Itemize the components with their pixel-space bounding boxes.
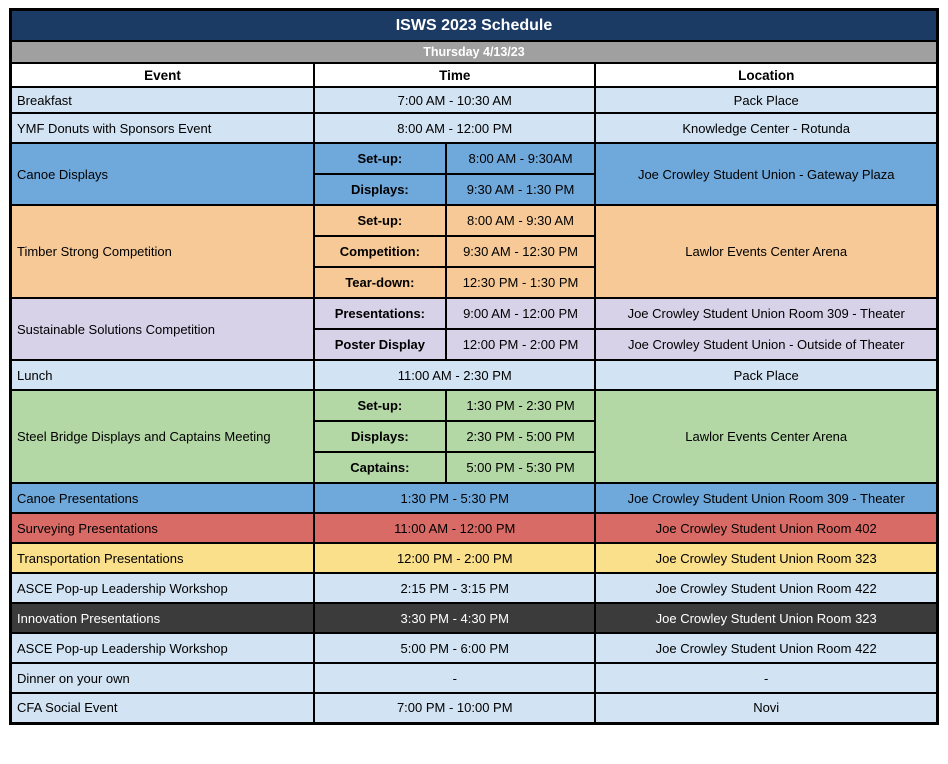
time-cell: 1:30 PM - 5:30 PM bbox=[314, 483, 595, 513]
table-row bbox=[11, 87, 938, 113]
table-row bbox=[11, 483, 938, 513]
table-row bbox=[11, 603, 938, 633]
location-cell: Pack Place bbox=[595, 87, 937, 113]
column-header-time: Time bbox=[314, 63, 595, 87]
subrow-time-cell: 8:00 AM - 9:30AM bbox=[446, 143, 596, 174]
subrow-time-cell: 9:30 AM - 1:30 PM bbox=[446, 174, 596, 205]
event-cell: Timber Strong Competition bbox=[11, 205, 315, 298]
subrow-time-cell: 2:30 PM - 5:00 PM bbox=[446, 421, 596, 452]
table-row bbox=[11, 360, 938, 390]
event-cell: Surveying Presentations bbox=[11, 513, 315, 543]
event-cell: ASCE Pop-up Leadership Workshop bbox=[11, 573, 315, 603]
event-cell: Canoe Displays bbox=[11, 143, 315, 205]
table-row bbox=[11, 693, 938, 723]
table-row bbox=[11, 298, 938, 329]
location-cell: Novi bbox=[595, 693, 937, 723]
subrow-time-cell: 8:00 AM - 9:30 AM bbox=[446, 205, 596, 236]
location-cell: Joe Crowley Student Union Room 422 bbox=[595, 573, 937, 603]
subrow-time-cell: 12:00 PM - 2:00 PM bbox=[446, 329, 596, 360]
location-cell: Joe Crowley Student Union Room 402 bbox=[595, 513, 937, 543]
day-subtitle: Thursday 4/13/23 bbox=[11, 41, 938, 63]
location-cell: Joe Crowley Student Union - Outside of Theater bbox=[595, 329, 937, 360]
location-cell: Joe Crowley Student Union - Gateway Plaza bbox=[595, 143, 937, 205]
subrow-time-cell: 9:30 AM - 12:30 PM bbox=[446, 236, 596, 267]
time-cell: 7:00 PM - 10:00 PM bbox=[314, 693, 595, 723]
time-cell: 3:30 PM - 4:30 PM bbox=[314, 603, 595, 633]
table-row bbox=[11, 63, 938, 87]
subrow-label-cell: Displays: bbox=[314, 174, 446, 205]
event-cell: Innovation Presentations bbox=[11, 603, 315, 633]
time-cell: 8:00 AM - 12:00 PM bbox=[314, 113, 595, 143]
event-cell: Breakfast bbox=[11, 87, 315, 113]
location-cell: - bbox=[595, 663, 937, 693]
table-row bbox=[11, 205, 938, 236]
location-cell: Knowledge Center - Rotunda bbox=[595, 113, 937, 143]
location-cell: Joe Crowley Student Union Room 422 bbox=[595, 633, 937, 663]
time-cell: 11:00 AM - 2:30 PM bbox=[314, 360, 595, 390]
subrow-label-cell: Set-up: bbox=[314, 390, 446, 421]
table-row bbox=[11, 143, 938, 174]
time-cell: 12:00 PM - 2:00 PM bbox=[314, 543, 595, 573]
subrow-label-cell: Set-up: bbox=[314, 205, 446, 236]
event-cell: Sustainable Solutions Competition bbox=[11, 298, 315, 360]
location-cell: Lawlor Events Center Arena bbox=[595, 205, 937, 298]
column-header-event: Event bbox=[11, 63, 315, 87]
location-cell: Lawlor Events Center Arena bbox=[595, 390, 937, 483]
table-row bbox=[11, 41, 938, 63]
column-header-location: Location bbox=[595, 63, 937, 87]
event-cell: CFA Social Event bbox=[11, 693, 315, 723]
subrow-label-cell: Captains: bbox=[314, 452, 446, 483]
subrow-label-cell: Competition: bbox=[314, 236, 446, 267]
subrow-label-cell: Poster Display bbox=[314, 329, 446, 360]
table-row bbox=[11, 663, 938, 693]
table-row bbox=[11, 390, 938, 421]
subrow-time-cell: 5:00 PM - 5:30 PM bbox=[446, 452, 596, 483]
location-cell: Joe Crowley Student Union Room 309 - Theater bbox=[595, 483, 937, 513]
subrow-time-cell: 1:30 PM - 2:30 PM bbox=[446, 390, 596, 421]
subrow-label-cell: Tear-down: bbox=[314, 267, 446, 298]
time-cell: 7:00 AM - 10:30 AM bbox=[314, 87, 595, 113]
subrow-label-cell: Displays: bbox=[314, 421, 446, 452]
table-row bbox=[11, 513, 938, 543]
subrow-time-cell: 9:00 AM - 12:00 PM bbox=[446, 298, 596, 329]
time-cell: - bbox=[314, 663, 595, 693]
event-cell: YMF Donuts with Sponsors Event bbox=[11, 113, 315, 143]
table-row bbox=[11, 10, 938, 42]
event-cell: Canoe Presentations bbox=[11, 483, 315, 513]
location-cell: Joe Crowley Student Union Room 309 - Theater bbox=[595, 298, 937, 329]
location-cell: Pack Place bbox=[595, 360, 937, 390]
subrow-label-cell: Set-up: bbox=[314, 143, 446, 174]
table-row bbox=[11, 543, 938, 573]
event-cell: Transportation Presentations bbox=[11, 543, 315, 573]
table-row bbox=[11, 573, 938, 603]
event-cell: ASCE Pop-up Leadership Workshop bbox=[11, 633, 315, 663]
location-cell: Joe Crowley Student Union Room 323 bbox=[595, 603, 937, 633]
subrow-label-cell: Presentations: bbox=[314, 298, 446, 329]
schedule-table bbox=[9, 8, 939, 725]
event-cell: Lunch bbox=[11, 360, 315, 390]
table-row bbox=[11, 633, 938, 663]
event-cell: Dinner on your own bbox=[11, 663, 315, 693]
time-cell: 5:00 PM - 6:00 PM bbox=[314, 633, 595, 663]
time-cell: 11:00 AM - 12:00 PM bbox=[314, 513, 595, 543]
page-title: ISWS 2023 Schedule bbox=[11, 10, 938, 42]
subrow-time-cell: 12:30 PM - 1:30 PM bbox=[446, 267, 596, 298]
table-row bbox=[11, 113, 938, 143]
time-cell: 2:15 PM - 3:15 PM bbox=[314, 573, 595, 603]
event-cell: Steel Bridge Displays and Captains Meeting bbox=[11, 390, 315, 483]
location-cell: Joe Crowley Student Union Room 323 bbox=[595, 543, 937, 573]
